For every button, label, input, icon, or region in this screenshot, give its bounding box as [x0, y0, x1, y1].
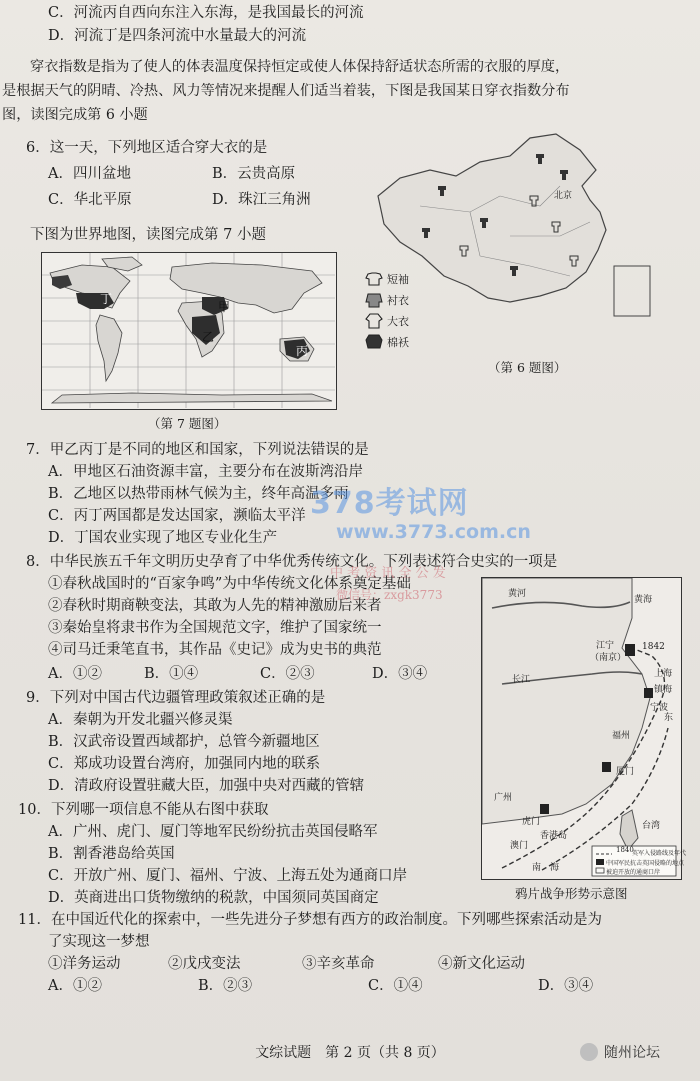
- q8-statement-2: ②春秋时期商鞅变法，其敢为人先的精神激励后来者: [48, 598, 382, 614]
- watermark-url: www.3773.com.cn: [336, 521, 531, 543]
- legend-coat: [365, 313, 409, 329]
- flag-xiamen: [602, 762, 611, 772]
- q7-option-d: D．丁国农业实现了地区专业化生产: [48, 530, 278, 546]
- label-taiwan: 台湾: [642, 821, 661, 831]
- label-south-sea: 南 海: [532, 863, 560, 873]
- q6-option-a: A．四川盆地: [48, 166, 131, 182]
- q7-option-c: C．丙丁两国都是发达国家，濒临太平洋: [48, 508, 306, 524]
- world-map-intro: 下图为世界地图，读图完成第 7 小题: [30, 227, 266, 243]
- q11-choice-d: D．③④: [538, 978, 594, 994]
- q7-stem: 7．甲乙丙丁是不同的地区和国家，下列说法错误的是: [26, 442, 369, 458]
- q5-option-d: D．河流丁是四条河流中水量最大的河流: [48, 28, 307, 44]
- legend-short-sleeve: [365, 271, 409, 287]
- label-fuzhou: 福州: [612, 731, 631, 741]
- label-shanghai: 上海: [654, 669, 673, 679]
- q11-choice-a: A．①②: [48, 978, 102, 994]
- q11-option-2: ②戊戌变法: [168, 956, 241, 972]
- q8-option-b: B．①④: [144, 666, 199, 682]
- label-humen: 虎门: [522, 817, 541, 827]
- q10-option-c: C．开放广州、厦门、福州、宁波、上海五处为通商口岸: [48, 868, 408, 884]
- q10-option-b: B．割香港岛给英国: [48, 846, 175, 862]
- watermark-site: 378考试网: [310, 486, 469, 521]
- q6-stem: 6．这一天，下列地区适合穿大衣的是: [26, 140, 268, 156]
- q6-option-c: C．华北平原: [48, 192, 132, 208]
- legend-ports: 被迫开放的通商口岸: [606, 869, 661, 876]
- label-hongkong: 香港岛: [540, 831, 568, 841]
- wechat-icon: [580, 1043, 598, 1061]
- label-xiamen: 厦门: [616, 767, 635, 777]
- q6-option-d: D．珠江三角洲: [212, 192, 311, 208]
- q9-option-b: B．汉武帝设置西域都护，总管今新疆地区: [48, 734, 320, 750]
- q8-statement-4: ④司马迁秉笔直书，其作品《史记》成为史书的典范: [48, 642, 382, 658]
- legend-label-coat: 大衣: [387, 315, 409, 328]
- clothing-intro-line1: 穿衣指数是指为了使人的体表温度保持恒定或使人体保持舒适状态所需的衣服的厚度，: [30, 59, 570, 75]
- taiwan-island: [620, 810, 638, 850]
- label-year-1842: 1842: [642, 642, 665, 652]
- q9-option-a: A．秦朝为开发北疆兴修灵渠: [48, 712, 233, 728]
- legend-year-1840: 1840: [616, 846, 634, 854]
- q7-option-a: A．甲地区石油资源丰富，主要分布在波斯湾沿岸: [48, 464, 363, 480]
- legend-shirt: [365, 292, 409, 308]
- label-yellow-river: 黄河: [508, 589, 527, 599]
- q8-option-a: A．①②: [48, 666, 102, 682]
- label-east-sea: 东: [664, 713, 674, 723]
- short-sleeve-icon: [365, 271, 383, 287]
- flag-zhenhai: [644, 688, 653, 698]
- brand-label: 随州论坛: [604, 1045, 660, 1061]
- q11-choice-b: B．②③: [198, 978, 253, 994]
- label-bing: 丙: [296, 344, 309, 358]
- q11-choice-c: C．①④: [368, 978, 423, 994]
- q10-option-d: D．英商进出口货物缴纳的税款，中国须同英国商定: [48, 890, 379, 906]
- world-map-graphic: [42, 253, 335, 408]
- china-map-caption: （第 6 题图）: [488, 360, 567, 375]
- label-yellow-sea: 黄海: [634, 595, 653, 605]
- war-map-caption: 鸦片战争形势示意图: [515, 886, 628, 901]
- brand-badge: [580, 1042, 660, 1062]
- shirt-icon: [365, 292, 383, 308]
- watermark-stamp-line1: 中 考 资 讯 全 公 发: [330, 566, 446, 581]
- legend-padded-jacket: [365, 334, 409, 350]
- world-map: [41, 252, 337, 410]
- q8-option-d: D．③④: [372, 666, 428, 682]
- legend-label-shirt: 衬衣: [387, 294, 409, 307]
- label-jia: 甲: [218, 300, 231, 314]
- label-jiangning: 江宁: [596, 641, 615, 651]
- q10-option-a: A．广州、虎门、厦门等地军民纷纷抗击英国侵略军: [48, 824, 378, 840]
- q6-option-b: B．云贵高原: [212, 166, 296, 182]
- q9-option-c: C．郑成功设置台湾府，加强同内地的联系: [48, 756, 321, 772]
- q9-option-d: D．清政府设置驻藏大臣，加强中央对西藏的管辖: [48, 778, 365, 794]
- q11-option-3: ③辛亥革命: [302, 956, 375, 972]
- padded-jacket-icon: [365, 334, 383, 350]
- q7-option-b: B．乙地区以热带雨林气候为主，终年高温多雨: [48, 486, 349, 502]
- clothing-intro-line3: 图，读图完成第 6 小题: [2, 107, 148, 123]
- coat-icon: [365, 313, 383, 329]
- q11-stem-line2: 了实现这一梦想: [48, 934, 150, 950]
- q10-stem: 10．下列哪一项信息不能从右图中获取: [18, 802, 269, 818]
- label-yangtze: 长江: [512, 675, 531, 685]
- legend-label-padded-jacket: 棉袄: [387, 336, 409, 349]
- watermark-stamp-line2: 微信号：zxgk3773: [336, 588, 443, 602]
- legend-label-short-sleeve: 短袖: [387, 273, 409, 286]
- q8-statement-3: ③秦始皇将隶书作为全国规范文字，维护了国家统一: [48, 620, 382, 636]
- page-footer: 文综试题 第 2 页（共 8 页）: [255, 1045, 445, 1061]
- q8-option-c: C．②③: [260, 666, 315, 682]
- label-yi: 乙: [202, 330, 215, 344]
- flag-jiangning: [625, 644, 635, 656]
- clothing-intro-line2: 是根据天气的阴晴、冷热、风力等情况来提醒人们适当着装，下图是我国某日穿衣指数分布: [2, 83, 570, 99]
- label-ding: 丁: [100, 292, 113, 306]
- q9-stem: 9．下列对中国古代边疆管理政策叙述正确的是: [26, 690, 326, 706]
- label-ningbo: 宁波: [650, 703, 669, 713]
- label-guangzhou: 广州: [494, 793, 513, 803]
- q8-statement-1: ①春秋战国时的“百家争鸣”为中华传统文化体系奠定基础: [48, 576, 411, 592]
- city-label-beijing: 北京: [554, 191, 573, 201]
- label-aomen: 澳门: [510, 841, 529, 851]
- opium-war-map-graphic: [482, 578, 680, 878]
- label-nanjing: （南京）: [590, 653, 627, 663]
- q8-stem: 8．中华民族五千年文明历史孕育了中华优秀传统文化。下列表述符合史实的一项是: [26, 554, 558, 570]
- q11-stem-line1: 11．在中国近代化的探索中，一些先进分子梦想有西方的政治制度。下列哪些探索活动是为: [18, 912, 602, 928]
- q5-option-c: C．河流丙自西向东注入东海，是我国最长的河流: [48, 5, 364, 21]
- q11-option-4: ④新文化运动: [438, 956, 525, 972]
- q11-option-1: ①洋务运动: [48, 956, 121, 972]
- flag-humen: [540, 804, 549, 814]
- label-zhenhai: 镇海: [654, 685, 673, 695]
- legend-resist: 中国军民抗击英国侵略的地点: [606, 860, 685, 867]
- opium-war-map: [481, 577, 687, 880]
- world-map-caption: （第 7 题图）: [148, 416, 227, 431]
- legend-route: 英军入侵路线及年代: [632, 850, 687, 857]
